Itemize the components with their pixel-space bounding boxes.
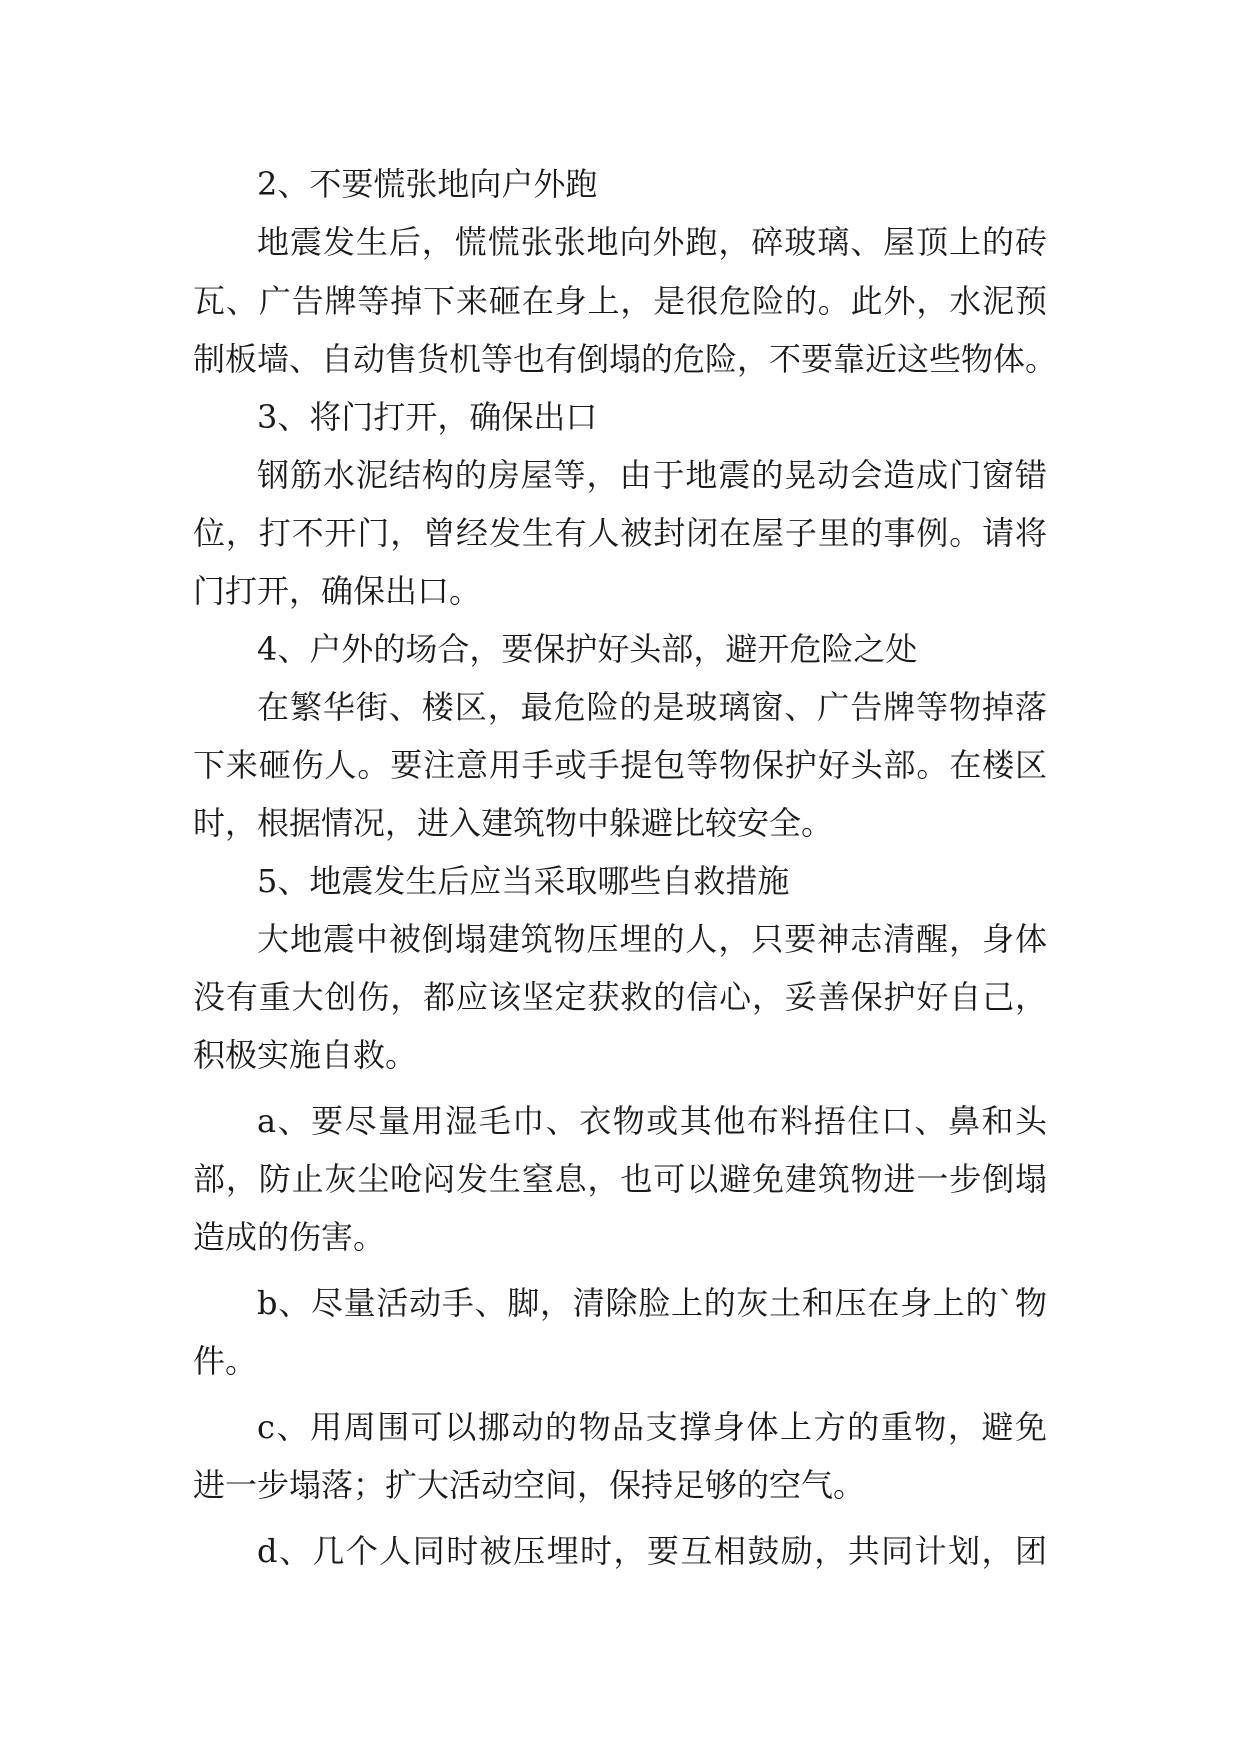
paragraph-line: 件。 bbox=[193, 1342, 258, 1380]
paragraph-line: 位，打不开门，曾经发生有人被封闭在屋子里的事例。请将 bbox=[193, 514, 1047, 552]
paragraph-line: 瓦、广告牌等掉下来砸在身上，是很危险的。此外，水泥预 bbox=[193, 282, 1047, 320]
paragraph-line: 没有重大创伤，都应该坚定获救的信心，妥善保护好自己， bbox=[193, 978, 1047, 1016]
paragraph-line: 门打开，确保出口。 bbox=[193, 572, 482, 610]
paragraph-line: 钢筋水泥结构的房屋等，由于地震的晃动会造成门窗错 bbox=[257, 456, 1047, 494]
heading-2: 2、不要慌张地向户外跑 bbox=[257, 165, 598, 203]
paragraph-line: 地震发生后，慌慌张张地向外跑，碎玻璃、屋顶上的砖 bbox=[257, 223, 1047, 261]
list-item-b: b、尽量活动手、脚，清除脸上的灰土和压在身上的`物 bbox=[257, 1284, 1047, 1322]
paragraph-line: 进一步塌落；扩大活动空间，保持足够的空气。 bbox=[193, 1466, 866, 1504]
heading-5: 5、地震发生后应当采取哪些自救措施 bbox=[257, 862, 790, 900]
paragraph-line: 积极实施自救。 bbox=[193, 1036, 418, 1074]
paragraph-line: 时，根据情况，进入建筑物中躲避比较安全。 bbox=[193, 804, 834, 842]
paragraph-line: 下来砸伤人。要注意用手或手提包等物保护好头部。在楼区 bbox=[193, 746, 1047, 784]
paragraph-line: 制板墙、自动售货机等也有倒塌的危险，不要靠近这些物体。 bbox=[193, 340, 1058, 378]
heading-3: 3、将门打开，确保出口 bbox=[257, 398, 598, 436]
paragraph-line: 造成的伤害。 bbox=[193, 1218, 386, 1256]
paragraph-line: 大地震中被倒塌建筑物压埋的人，只要神志清醒，身体 bbox=[257, 920, 1047, 958]
list-item-a: a、要尽量用湿毛巾、衣物或其他布料捂住口、鼻和头 bbox=[257, 1102, 1047, 1140]
list-item-d: d、几个人同时被压埋时，要互相鼓励，共同计划，团 bbox=[257, 1532, 1047, 1570]
heading-4: 4、户外的场合，要保护好头部，避开危险之处 bbox=[257, 630, 918, 668]
paragraph-line: 在繁华街、楼区，最危险的是玻璃窗、广告牌等物掉落 bbox=[257, 688, 1047, 726]
list-item-c: c、用周围可以挪动的物品支撑身体上方的重物，避免 bbox=[257, 1408, 1047, 1446]
paragraph-line: 部，防止灰尘呛闷发生窒息，也可以避免建筑物进一步倒塌 bbox=[193, 1160, 1047, 1198]
